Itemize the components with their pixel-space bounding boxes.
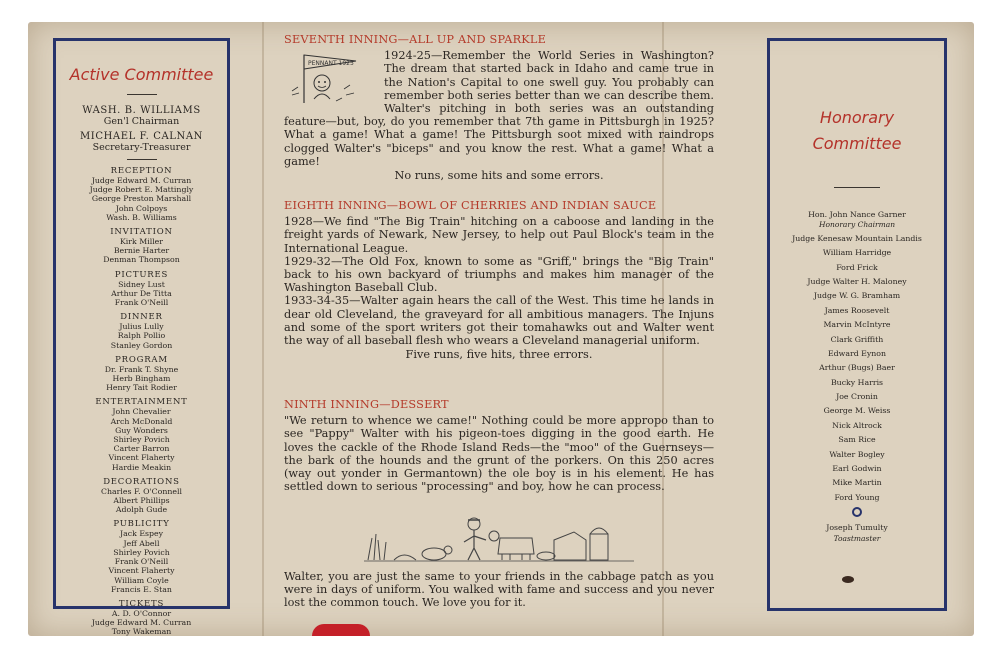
honorary-member: Judge Kenesaw Mountain Landis	[792, 233, 922, 243]
honorary-member: Bucky Harris	[830, 377, 884, 387]
committee-member: Guy Wonders	[115, 425, 168, 435]
committee-member: Judge Edward M. Curran	[91, 176, 192, 185]
committee-invitation	[56, 227, 227, 265]
honorary-member: Joe Cronin	[836, 392, 878, 402]
honorary-member: Ford Frick	[836, 262, 878, 272]
honorary-member: George M. Weiss	[823, 406, 891, 416]
committee-dinner	[56, 312, 227, 350]
committee-list	[56, 166, 227, 637]
active-committee-title: Active Committee	[69, 65, 214, 84]
committee-member: Tony Wakeman	[111, 627, 172, 637]
committee-heading: ENTERTAINMENT	[95, 397, 188, 408]
active-committee-panel	[53, 38, 230, 637]
bullet-ornament-icon	[852, 507, 862, 517]
honorary-committee-panel	[767, 38, 947, 611]
committee-member: Hardie Meakin	[111, 462, 172, 472]
committee-member: Wash. B. Williams	[106, 212, 177, 222]
honorary-member: Walter Bogley	[829, 449, 885, 459]
committee-member: Adolph Gude	[115, 505, 168, 515]
red-wax-seal	[312, 624, 370, 636]
chairman-title: Gen'l Chairman	[103, 116, 180, 127]
honorary-title-line1: Honorary	[819, 108, 895, 127]
honorary-chairman-name: Hon. John Nance Garner	[808, 210, 906, 219]
committee-member: Denman Thompson	[103, 255, 180, 265]
committee-member: Herb Bingham	[112, 374, 171, 384]
committee-member: Frank O'Neill	[114, 557, 169, 567]
committee-reception	[56, 166, 227, 222]
seventh-inning-body: 1924-25—Remember the World Series in Washington? The dream that started back in Idaho and came true in the Nation's Capital to one swell guy. You probably can remember both series better than we can describe them. Walter's pitching in both series was an outstanding feature—but, boy, do you remember that 7th game in Pittsburgh in 1925? What a game! What a game! The Pittsburgh soot mixed with raindrops clogged Walter's "biceps" and you know the rest. What a game! What a game!	[284, 49, 714, 168]
committee-heading: DECORATIONS	[103, 476, 180, 487]
farm-scene-icon	[364, 510, 634, 562]
committee-member: Ralph Pollio	[117, 331, 166, 341]
committee-member: Sidney Lust	[118, 279, 165, 289]
committee-member: Carter Barron	[113, 444, 170, 454]
committee-heading: TICKETS	[118, 598, 165, 609]
ink-spot	[842, 576, 854, 583]
committee-member: A. D. O'Connor	[111, 608, 172, 618]
committee-member: Jeff Abell	[123, 538, 160, 548]
committee-member: Henry Tait Rodier	[106, 383, 177, 393]
committee-member: Jack Espey	[119, 529, 164, 539]
committee-member: Bernie Harter	[113, 246, 170, 256]
honorary-member: Judge Walter H. Maloney	[807, 276, 907, 286]
secretary-title: Secretary-Treasurer	[92, 142, 191, 153]
divider	[834, 187, 880, 188]
committee-decorations	[56, 477, 227, 515]
committee-member: George Preston Marshall	[91, 194, 192, 204]
honorary-member: Edward Eynon	[827, 348, 887, 358]
committee-pictures	[56, 270, 227, 308]
committee-heading: RECEPTION	[110, 166, 173, 176]
honorary-member: Nick Altrock	[832, 420, 882, 430]
committee-member: William Coyle	[114, 575, 169, 585]
toastmaster-role: Toastmaster	[833, 533, 881, 543]
divider	[127, 94, 157, 95]
committee-member: Kirk Miller	[119, 237, 164, 247]
honorary-member: Judge W. G. Bramham	[813, 291, 901, 301]
seventh-inning-score: No runs, some hits and some errors.	[394, 169, 604, 183]
toastmaster-name: Joseph Tumulty	[826, 523, 888, 533]
committee-member: Francis E. Stan	[111, 584, 172, 594]
eighth-inning-score: Five runs, five hits, three errors.	[405, 348, 593, 362]
honorary-member: Marvin McIntyre	[823, 320, 891, 330]
seventh-inning-section	[284, 33, 714, 182]
committee-member: Stanley Gordon	[110, 340, 173, 350]
committee-member: Arch McDonald	[110, 416, 173, 426]
committee-member: Judge Robert E. Mattingly	[89, 185, 194, 195]
committee-heading: DINNER	[120, 312, 163, 323]
committee-entertainment	[56, 397, 227, 471]
committee-member: John Chevalier	[112, 407, 171, 417]
committee-member: Albert Phillips	[113, 496, 170, 506]
honorary-member: James Roosevelt	[824, 305, 890, 315]
honorary-member: William Harridge	[822, 248, 892, 258]
chairman-name: WASH. B. WILLIAMS	[82, 105, 201, 116]
honorary-member: Earl Godwin	[832, 464, 882, 474]
honorary-member-list	[770, 210, 944, 543]
committee-member: Charles F. O'Connell	[101, 486, 182, 496]
committee-member: Dr. Frank T. Shyne	[104, 364, 179, 374]
committee-member: Shirley Povich	[113, 547, 170, 557]
honorary-committee-title	[770, 105, 944, 157]
pennant-cartoon-icon	[284, 51, 374, 107]
committee-member: Julius Lully	[119, 322, 164, 332]
committee-program	[56, 355, 227, 393]
committee-member: Frank O'Neill	[114, 298, 169, 308]
secretary-name: MICHAEL F. CALNAN	[79, 131, 204, 142]
eighth-inning-section	[284, 199, 714, 361]
committee-publicity	[56, 519, 227, 593]
committee-heading: INVITATION	[110, 227, 173, 238]
eighth-inning-heading: EIGHTH INNING—BOWL OF CHERRIES AND INDIAN SAUCE	[284, 199, 657, 212]
eighth-inning-para-1928: 1928—We find "The Big Train" hitching on a caboose and landing in the freight yards of Newark, New Jersey, to help out Paul Block's team in the International League.	[284, 215, 714, 255]
ninth-inning-section	[284, 398, 714, 493]
pennant-label: PENNANT 1925	[308, 60, 354, 68]
honorary-member: Clark Griffith	[830, 334, 884, 344]
eighth-inning-para-1929: 1929-32—The Old Fox, known to some as "Griff," brings the "Big Train" back to his own backyard of triumphs and makes him manager of the Washington Baseball Club.	[284, 254, 714, 295]
ninth-inning-heading: NINTH INNING—DESSERT	[284, 398, 449, 411]
committee-heading: PROGRAM	[115, 354, 168, 365]
honorary-member: Mike Martin	[832, 478, 882, 488]
committee-heading: PUBLICITY	[113, 519, 170, 530]
ninth-inning-body: "We return to whence we came!" Nothing could be more appropo than to see "Pappy" Walter with his pigeon-toes digging in the good earth. He loves the cackle of the Rhode Island Reds—the "moo" of the Guernseys—the bark of the hounds and the grunt of the porkers. On this 250 acres (way out yonder in Germantown) the ole boy is in his element. He has settled down to serious "processing" and boy, how he can process.	[284, 414, 714, 494]
committee-member: Arthur De Titta	[111, 288, 172, 298]
fold-line-left	[262, 22, 264, 636]
committee-member: Vincent Flaherty	[108, 453, 175, 463]
honorary-member: Ford Young	[834, 492, 880, 502]
eighth-inning-para-1933: 1933-34-35—Walter again hears the call of the West. This time he lands in dear old Cleveland, the graveyard for all ambitious managers. The Injuns and some of the sport writers got their tomahawks out and Walter went the way of all baseball flesh who wears a Cleveland managerial uniform.	[284, 294, 714, 348]
honorary-title-line2: Committee	[812, 134, 902, 153]
committee-member: Judge Edward M. Curran	[91, 618, 192, 628]
committee-tickets	[56, 599, 227, 637]
closing-tribute: Walter, you are just the same to your friends in the cabbage patch as you were in days of uniform. You walked with fame and success and you never lost the common touch. We love you for it.	[284, 570, 714, 610]
committee-member: Shirley Povich	[113, 435, 170, 445]
committee-heading: PICTURES	[114, 269, 169, 280]
committee-member: Vincent Flaherty	[108, 566, 175, 576]
divider	[127, 159, 157, 160]
honorary-chairman-role: Honorary Chairman	[818, 220, 896, 230]
honorary-member: Arthur (Bugs) Baer	[819, 363, 895, 373]
seventh-inning-heading: SEVENTH INNING—ALL UP AND SPARKLE	[284, 33, 547, 46]
committee-member: John Colpoys	[115, 203, 168, 213]
honorary-member: Sam Rice	[838, 435, 876, 445]
